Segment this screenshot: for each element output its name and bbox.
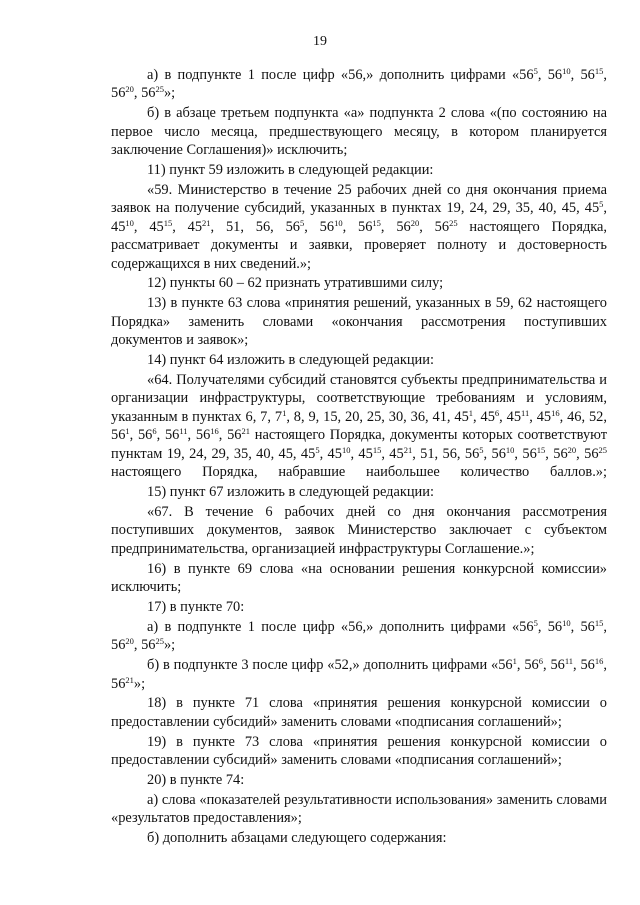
superscript: 11 xyxy=(564,656,574,667)
paragraph: б) в подпункте 3 после цифр «52,» дополнить цифрами «$56^1$, $56^6$, $56^{11}$, $56^{16}$, $56^{21}$»; xyxy=(111,656,607,692)
paragraph: 15) пункт 67 изложить в следующей редакции: xyxy=(147,483,434,500)
superscript: 6 xyxy=(494,407,500,418)
superscript: 1 xyxy=(282,407,287,418)
paragraph: 13) в пункте 63 слова «принятия решений, указанных в 59, 62 настоящего Порядка» заменить словами «окончания рассмотрения поступивших документов и заявок»; xyxy=(111,295,607,349)
superscript: 1 xyxy=(512,656,517,667)
superscript: 5 xyxy=(479,444,484,455)
paragraph: 14) пункт 64 изложить в следующей редакции: xyxy=(147,352,434,369)
superscript: 11 xyxy=(179,426,188,437)
paragraph: б) в абзаце третьем подпункта «а» подпункта 2 слова «(по состоянию на первое число месяца, предшествующего месяцу, в котором планируется заключение Соглашения)» исключить; xyxy=(111,105,607,159)
superscript: 11 xyxy=(521,407,530,418)
paragraph: б) дополнить абзацами следующего содержания: xyxy=(147,830,447,847)
superscript: 20 xyxy=(410,217,420,228)
superscript: 5 xyxy=(599,199,604,210)
superscript: 15 xyxy=(163,217,173,228)
superscript: 10 xyxy=(562,66,571,76)
paragraph: 17) в пункте 70: xyxy=(147,598,245,615)
superscript: 15 xyxy=(594,66,604,76)
superscript: 10 xyxy=(334,217,343,228)
superscript: 10 xyxy=(341,444,351,455)
superscript: 6 xyxy=(152,426,157,437)
superscript: 16 xyxy=(551,407,560,418)
superscript: 25 xyxy=(155,636,164,647)
superscript: 21 xyxy=(125,674,134,685)
paragraph: «64. Получателями субсидий становятся субъекты предпринимательства и организации инфраструктуры, соответствующие требованиям и условиям, указанным в пунктах 6, 7, $7^1$, 8, 9, 15, 20, 25, 30, 36, 41, $45^1$, $45^6$, $45^{11}$, $45^{16}$, 46, 52, $56^1$, $56^6$, $56^{11}$, $56^{16}$, $56^{21}$ настоящего Порядка, документы которых соответствуют пунктам 19, 24, 29, 35, 40, 45, $45^5$, $45^{10}$, $45^{15}$, $45^{21}$, 51, 56, $56^5$, $56^{10}$, $56^{15}$, $56^{20}$, $56^{25}$ настоящего Порядка, набравшие наибольшее количество баллов.»; xyxy=(111,372,608,481)
paragraph: а) в подпункте 1 после цифр «56,» дополнить цифрами «$56^5$, $56^{10}$, $56^{15}$, $56^{20}$, $56^{25}$»; xyxy=(111,617,607,654)
paragraph: 11) пункт 59 изложить в следующей редакции: xyxy=(147,162,434,179)
page-number: 19 xyxy=(313,34,327,49)
superscript: 21 xyxy=(403,444,413,455)
superscript: 25 xyxy=(598,444,608,455)
superscript: 16 xyxy=(210,426,219,437)
superscript: 25 xyxy=(155,84,164,95)
superscript: 5 xyxy=(300,217,305,228)
superscript: 6 xyxy=(538,656,543,667)
superscript: 15 xyxy=(594,617,604,628)
superscript: 20 xyxy=(567,444,577,455)
superscript: 15 xyxy=(536,444,546,455)
superscript: 15 xyxy=(372,217,381,228)
superscript: 21 xyxy=(202,217,211,228)
superscript: 20 xyxy=(125,84,134,95)
superscript: 5 xyxy=(533,66,538,76)
superscript: 16 xyxy=(594,656,604,667)
superscript: 1 xyxy=(125,426,130,437)
document-body xyxy=(111,66,607,849)
paragraph: «59. Министерство в течение 25 рабочих дней со дня окончания приема заявок на получение субсидий, указанных в пунктах 19, 24, 29, 35, 40, 45, $45^5$, $45^{10}$, $45^{15}$, $45^{21}$, 51, 56, $56^5$, $56^{10}$, $56^{15}$, $56^{20}$, $56^{25}$ настоящего Порядка, рассматривает документы и заявки, проверяет полноту и достоверность содержащихся в них сведений.»; xyxy=(111,181,608,272)
superscript: 10 xyxy=(505,444,515,455)
paragraph: а) слова «показателей результативности использования» заменить словами «результатов предоставления»; xyxy=(111,791,607,827)
paragraph: 12) пункты 60 – 62 признать утратившими силу; xyxy=(147,275,444,292)
paragraph: 16) в пункте 69 слова «на основании решения конкурсной комиссии» исключить; xyxy=(111,560,607,595)
superscript: 5 xyxy=(533,617,538,628)
superscript: 25 xyxy=(449,217,458,228)
paragraph: 18) в пункте 71 слова «принятия решения конкурсной комиссии о предоставлении субсидий» заменить словами «подписания соглашений»; xyxy=(111,695,607,730)
superscript: 20 xyxy=(125,636,134,647)
superscript: 21 xyxy=(241,426,251,437)
paragraph: 19) в пункте 73 слова «принятия решения конкурсной комиссии о предоставлении субсидий» заменить словами «подписания соглашений»; xyxy=(111,733,607,769)
superscript: 1 xyxy=(468,407,474,418)
superscript: 5 xyxy=(315,444,320,455)
paragraph: «67. В течение 6 рабочих дней со дня окончания рассмотрения поступивших документов, заявок Министерство заключает с субъектом предпринимательства, организацией инфраструктуры Соглашение.»; xyxy=(111,503,607,557)
paragraph: 20) в пункте 74: xyxy=(147,772,245,789)
superscript: 15 xyxy=(372,444,382,455)
superscript: 10 xyxy=(562,617,571,628)
superscript: 10 xyxy=(125,217,134,228)
paragraph: а) в подпункте 1 после цифр «56,» дополнить цифрами «$56^5$, $56^{10}$, $56^{15}$, $56^{20}$, $56^{25}$»; xyxy=(111,66,607,102)
